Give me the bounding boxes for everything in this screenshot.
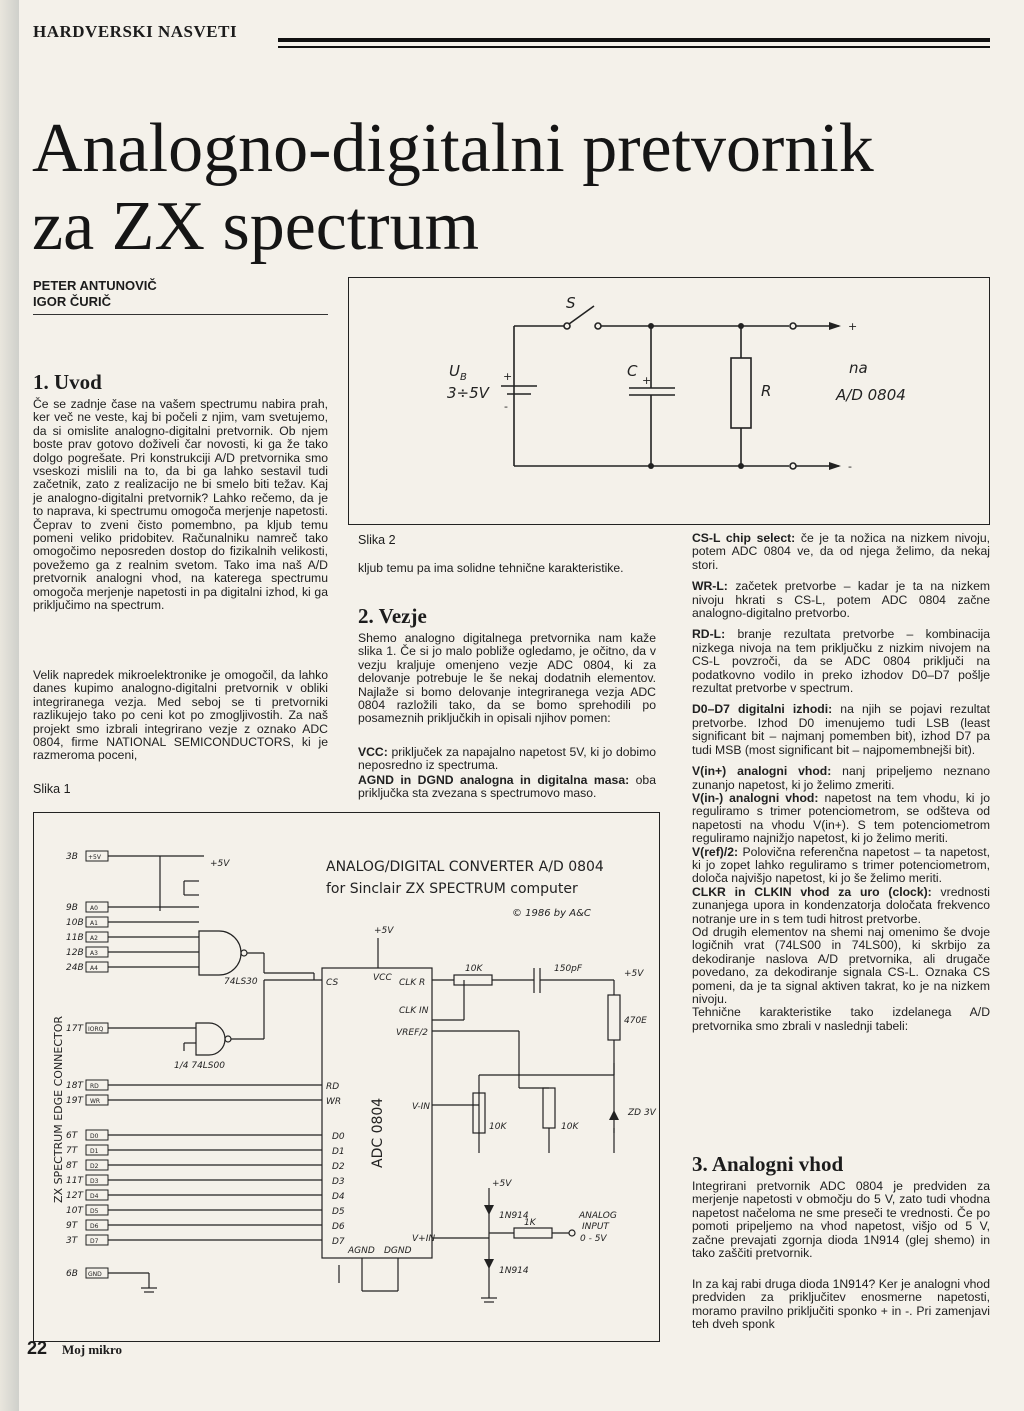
heading-vezje: 2. Vezje <box>358 604 427 628</box>
header-rule <box>278 38 990 42</box>
chip-vcc-label: +5V <box>374 926 394 936</box>
svg-text:WR: WR <box>90 1098 101 1105</box>
authors <box>33 278 157 310</box>
input-vcc-label: +5V <box>492 1179 512 1189</box>
pin-10B: 10B <box>66 918 84 928</box>
analog-input-paragraph-2: In za kaj rabi druga dioda 1N914? Ker je analogni vhod predviden za priključitev enosmerne napetosti, moramo pravilno priključiti sponko + in -. Pri zamenjavi teh dveh sponk <box>692 1277 990 1332</box>
pin-9T: 9T <box>66 1221 78 1231</box>
title-line-2: za ZX spectrum <box>32 188 480 265</box>
zener-label: ZD 3V <box>628 1108 656 1118</box>
pin-12B: 12B <box>66 948 84 958</box>
caption-slika-1: Slika 1 <box>33 782 71 796</box>
wr-definition: WR-L: začetek pretvorbe – kadar je ta na nizkem nivoju hkrati s CS-L, potem ADC 0804 začne analogno-digitalno pretvorbo. <box>692 579 990 621</box>
chip-pin-d7: D7 <box>332 1237 345 1247</box>
chip-pin-d6: D6 <box>332 1222 345 1232</box>
pin-7T: 7T <box>66 1146 78 1156</box>
pin-3T: 3T <box>66 1236 78 1246</box>
svg-text:D5: D5 <box>90 1208 99 1215</box>
gnd-definition: AGND in DGND analogna in digitalna masa: oba priključka sta zvezana s spectrumovo maso. <box>358 773 656 801</box>
svg-text:D7: D7 <box>90 1238 99 1245</box>
clk-definition: CLKR in CLKIN vhod za uro (clock): vrednosti zunanjega upora in kondenzatorja določata frekvenco notranje ure in s tem tudi hitrost pretvorbe. <box>692 884 990 926</box>
fig2-target-label: A/D 0804 <box>836 386 906 404</box>
chip-pin-clkr: CLK R <box>399 978 426 988</box>
column2-continuation: kljub temu pa ima solidne tehnične karakteristike. <box>358 561 624 575</box>
chip-pin-d3: D3 <box>332 1177 345 1187</box>
svg-text:IORQ: IORQ <box>88 1026 104 1033</box>
pot1-label: 10K <box>489 1122 507 1132</box>
chip-pin-vin-minus: V-IN <box>412 1102 431 1112</box>
input-resistor-label: 1K <box>524 1218 536 1228</box>
pot2-label: 10K <box>561 1122 579 1132</box>
ref-resistor-label: 470E <box>624 1016 647 1026</box>
svg-text:A1: A1 <box>90 920 98 927</box>
magazine-name: Moj mikro <box>62 1342 123 1357</box>
article-title <box>32 110 992 266</box>
fig2-out-minus: - <box>848 460 852 473</box>
pin-17T: 17T <box>66 1024 83 1034</box>
fig2-cap-label: C <box>627 362 638 380</box>
pin-6B: 6B <box>66 1269 78 1279</box>
chip-pin-d0: D0 <box>332 1132 345 1142</box>
svg-text:D3: D3 <box>90 1178 99 1185</box>
svg-text:D4: D4 <box>90 1193 99 1200</box>
fig1-connector-label: ZX SPECTRUM EDGE CONNECTOR <box>52 1015 65 1203</box>
chip-pin-d4: D4 <box>332 1192 345 1202</box>
analog-label: ANALOG <box>579 1211 617 1221</box>
chip-pin-dgnd: DGND <box>384 1246 412 1256</box>
fig2-switch-label: S <box>566 294 576 312</box>
pin-11B: 11B <box>66 933 84 943</box>
svg-text:A0: A0 <box>90 905 98 912</box>
figure-2-frame <box>348 277 990 525</box>
chip-pin-vref: VREF/2 <box>396 1028 429 1038</box>
title-line-1: Analogno-digitalni pretvornik <box>32 110 874 187</box>
svg-text:D1: D1 <box>90 1148 99 1155</box>
page-edge-shadow <box>0 0 19 1411</box>
chip-pin-rd: RD <box>326 1082 340 1092</box>
chip-label: ADC 0804 <box>370 1097 386 1168</box>
chip-pin-d1: D1 <box>332 1147 345 1157</box>
vinp-definition: V(in+) analogni vhod: nanj pripeljemo neznano zunanjo napetost, ki jo želimo zmeriti. <box>692 764 991 792</box>
svg-text:A2: A2 <box>90 935 98 942</box>
author-2: IGOR ČURIČ <box>33 294 111 309</box>
clock-resistor-label: 10K <box>465 964 483 974</box>
svg-text:A3: A3 <box>90 950 98 957</box>
vinm-definition: V(in-) analogni vhod: napetost na tem vhodu, ki jo reguliramo s trimer potenciometrom, se odšteva od napetosti na vhodu V(in+). S tem potenciometrom reguliramo najnižjo napetost, ki jo želimo meriti. <box>692 790 991 846</box>
fig2-na-label: na <box>849 359 868 377</box>
gate-74LS30-label: 74LS30 <box>224 977 258 987</box>
pin-18T: 18T <box>66 1081 83 1091</box>
chip-pin-d5: D5 <box>332 1207 345 1217</box>
chip-pin-cs: CS <box>326 978 339 988</box>
heading-analog-input: 3. Analogni vhod <box>692 1152 844 1176</box>
intro-paragraph-1: Če se zadnje čase na vašem spectrumu nabira prah, ker več ne veste, kaj bi počeli z njim, vam svetujemo, da si omislite analogno-digitalni pretvornik. Ob njem boste prav gotovo doživeli čar novosti, ki ga že tako dolgo pogrešate. Pri konstrukciji A/D pretvornika smo vseskozi mislili na to, da bi ga lahko sestavil tudi začetnik, zato z realizacijo ne bi smelo biti težav. Kaj je analogno-digitalni pretvornik? Lahko rečemo, da je to naprava, ki spectrumu omogoča merjenje napetosti. Čeprav to zveni čisto pomembno, pa kljub temu pomeni veliko pridobitev. Računalniku namreč tako omogočimo neposreden dostop do fizikalnih velikosti, povežemo ga z realnim svetom. Tako ima naš A/D pretvornik analogni vhod, na katerega spectrumu omogoča merjenje napetosti in pa digitalni izhod, ki ga priključimo na spectrum. <box>33 397 328 613</box>
tech-paragraph: Tehnične karakteristike tako izdelanega A/D pretvornika smo zbrali v naslednji tabeli: <box>692 1005 990 1033</box>
svg-text:D2: D2 <box>90 1163 99 1170</box>
d0-definition: D0–D7 digitalni izhodi: na njih se pojavi rezultat pretvorbe. Izhod D0 imenujemo tudi LSB (least significant bit – najmanj pomemben bit), izhod D7 pa tudi MSB (most significant bit – najpomembnejši bit). <box>692 702 991 757</box>
pin-8T: 8T <box>66 1161 78 1171</box>
author-1: PETER ANTUNOVIČ <box>33 278 157 293</box>
chip-pin-agnd: AGND <box>348 1246 375 1256</box>
pin-11T: 11T <box>66 1176 83 1186</box>
heading-intro: 1. Uvod <box>33 370 102 394</box>
pin-definitions <box>692 532 990 1033</box>
range-label: 0 - 5V <box>580 1234 607 1244</box>
other-elements-paragraph: Od drugih elementov na shemi naj omenimo še dvoje logičnih vrat (74LS00 in 74LS00), ki skrbijo za dekodiranje naslova A/D pretvornika, ali drugače povedano, za dekodiranje signala CS-L. Oznaka CS pomeni, da je ta signal aktiven takrat, ko je na nizkem nivoju. <box>692 924 990 1006</box>
pin-9B: 9B <box>66 903 78 913</box>
page-number: 22 <box>27 1338 48 1358</box>
ref-vcc-label: +5V <box>624 969 644 979</box>
rd-definition: RD-L: branje rezultata pretvorbe – kombinacija nizkega nivoja na tem priključku z nizkim nivojem na CS-L povzroči, da se ADC 0804 priključi na podatkovno vodilo in preko izhodov D0–D7 pošlje rezultat pretvorbe v spectrum. <box>692 627 990 696</box>
input-label: INPUT <box>582 1222 609 1232</box>
vezje-paragraph: Shemo analogno digitalnega pretvornika nam kaže slika 1. Če si jo malo pobliže ogledamo, je očitno, da v vezju kraljuje omenjeno vezje ADC 0804, ki za delovanje potrebuje le še nekaj dodatnih elementov. Najlaže si bomo delovanje integriranega vezja ADC 0804 razložili tako, da se bomo sprehodili po posameznih priključkih in opisali njihov pomen: <box>358 631 656 726</box>
pin-10T: 10T <box>66 1206 83 1216</box>
analog-input-paragraph-1: Integrirani pretvornik ADC 0804 je predviden za merjenje napetosti v območju do 5 V, zato tudi vhodna napetost načeloma ne sme preseči te vrednosti. Če po pomoti pripeljemo na vhod napetost, višjo od 5 V, začne prevajati zgornja dioda 1N914 (glej shemo) in tako zaščiti pretvornik. <box>692 1179 990 1261</box>
fig2-cap-plus: + <box>642 374 652 387</box>
fig2-out-plus: + <box>848 320 858 333</box>
figure-2-schematic <box>349 278 989 524</box>
svg-text:+5V: +5V <box>88 854 101 861</box>
pin-3B: 3B <box>66 852 78 862</box>
chip-pin-vin-plus: V+IN <box>412 1234 436 1244</box>
gate-vcc-label: +5V <box>210 859 230 869</box>
fig2-res-label: R <box>761 382 772 400</box>
author-rule <box>33 314 328 315</box>
fig2-batt-plus: + <box>503 370 513 383</box>
diode2-label: 1N914 <box>499 1266 529 1276</box>
chip-pin-clkin: CLK IN <box>399 1006 429 1016</box>
cs-definition: CS-L chip select: če je ta nožica na nizkem nivoju, potem ADC 0804 ve, da od njega želimo, da nekaj stori. <box>692 531 991 572</box>
caption-slika-2: Slika 2 <box>358 533 396 547</box>
pin-19T: 19T <box>66 1096 83 1106</box>
chip-vcc-pin: VCC <box>373 973 392 983</box>
intro-paragraph-2: Velik napredek mikroelektronike je omogočil, da lahko danes kupimo analogno-digitalni pretvornik v obliki integriranega vezja. Med seboj se ti pretvorniki razlikujejo tako po ceni kot po zmogljivostih. Za naš projekt smo izbrali integrirano vezje z oznako ADC 0804, firme NATIONAL SEMICONDUCTORS, ki je razmeroma poceni, <box>33 668 328 763</box>
svg-text:RD: RD <box>90 1083 99 1090</box>
fig2-ub-value: 3÷5V <box>447 384 489 402</box>
fig2-ub-label: $U_B$ <box>449 362 467 383</box>
chip-pin-wr: WR <box>326 1097 342 1107</box>
svg-text:D6: D6 <box>90 1223 99 1230</box>
chip-pin-d2: D2 <box>332 1162 345 1172</box>
svg-text:GND: GND <box>88 1271 102 1278</box>
svg-text:D0: D0 <box>90 1133 99 1140</box>
figure-1-schematic <box>34 813 659 1341</box>
clock-capacitor-label: 150pF <box>554 964 583 974</box>
diode1-label: 1N914 <box>499 1211 529 1221</box>
svg-text:A4: A4 <box>90 965 98 972</box>
pin-12T: 12T <box>66 1191 83 1201</box>
fig1-title-2: for Sinclair ZX SPECTRUM computer <box>326 881 578 897</box>
figure-1-frame <box>33 812 660 1342</box>
fig2-batt-minus: - <box>504 400 508 413</box>
vcc-definition: VCC: priključek za napajalno napetost 5V, ki jo dobimo neposredno iz spectruma. <box>358 745 656 773</box>
pin-24B: 24B <box>66 963 84 973</box>
fig1-title-1: ANALOG/DIGITAL CONVERTER A/D 0804 <box>326 859 604 875</box>
fig1-copyright: © 1986 by A&C <box>512 908 591 919</box>
pin-6T: 6T <box>66 1131 78 1141</box>
section-label: HARDVERSKI NASVETI <box>33 22 238 41</box>
gate-74LS00-label: 1/4 74LS00 <box>174 1061 225 1071</box>
vref-definition: V(ref)/2: Polovična referenčna napetost – ta napetost, ki jo zopet lahko reguliramo s trimer potenciometrom, določa najvišjo napetost, ki jo še želimo meriti. <box>692 844 990 886</box>
header-rule-thin <box>278 46 990 48</box>
